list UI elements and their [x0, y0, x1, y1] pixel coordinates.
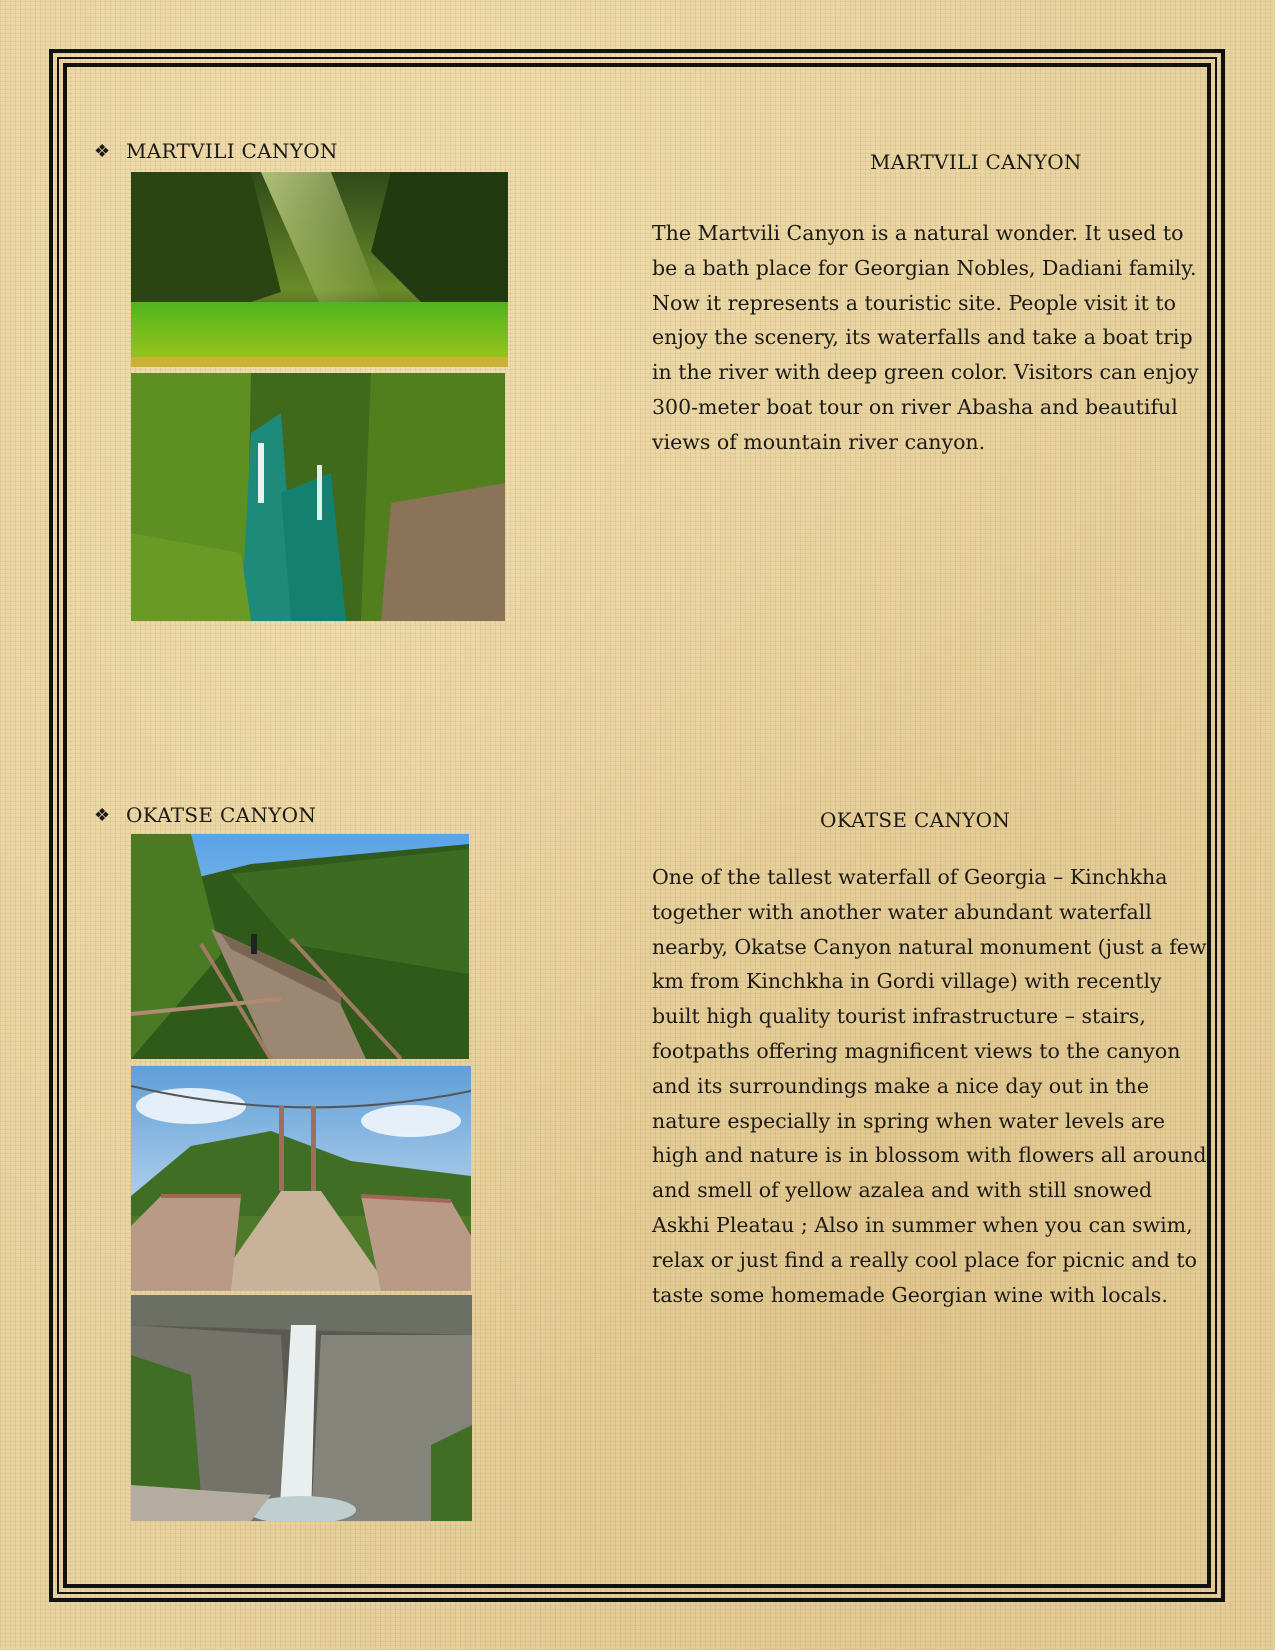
bullet-icon: ❖: [94, 804, 111, 826]
martvili-waterfall-photo: [131, 373, 505, 621]
section-body-okatse: One of the tallest waterfall of Georgia – Kinchkha together with another water abundant waterfall nearby, Okatse Canyon natural monument (just a few km from Kinchkha in Gordi village) with recently built high quality tourist infrastructure – stairs, footpaths offering magnificent views to the canyon and its surroundings make a nice day out in the nature especially in spring when water levels are high and nature is in blossom with flowers all around and smell of yellow azalea and with still snowed Askhi Pleatau ; Also in summer when you can swim, relax or just find a really cool place for picnic and to taste some homemade Georgian wine with locals.: [652, 865, 1207, 1307]
section-title-okatse: OKATSE CANYON: [820, 808, 1011, 832]
section-heading-martvili: [94, 139, 338, 163]
okatse-walkway-photo: [131, 834, 469, 1059]
okatse-bridge-photo: [131, 1066, 471, 1291]
martvili-river-photo: [131, 172, 508, 367]
section-heading-label: OKATSE CANYON: [126, 803, 317, 827]
okatse-waterfall-photo: [131, 1295, 472, 1521]
section-heading-label: MARTVILI CANYON: [126, 139, 338, 163]
section-body-martvili: The Martvili Canyon is a natural wonder. It used to be a bath place for Georgian Nobles, Dadiani family. Now it represents a touristic site. People visit it to enjoy the scenery, its waterfalls and take a boat trip in the river with deep green color. Visitors can enjoy 300-meter boat tour on river Abasha and beautiful views of mountain river canyon.: [652, 221, 1199, 454]
bullet-icon: ❖: [94, 140, 111, 162]
section-heading-okatse: [94, 803, 316, 827]
section-title-martvili: MARTVILI CANYON: [870, 150, 1082, 174]
